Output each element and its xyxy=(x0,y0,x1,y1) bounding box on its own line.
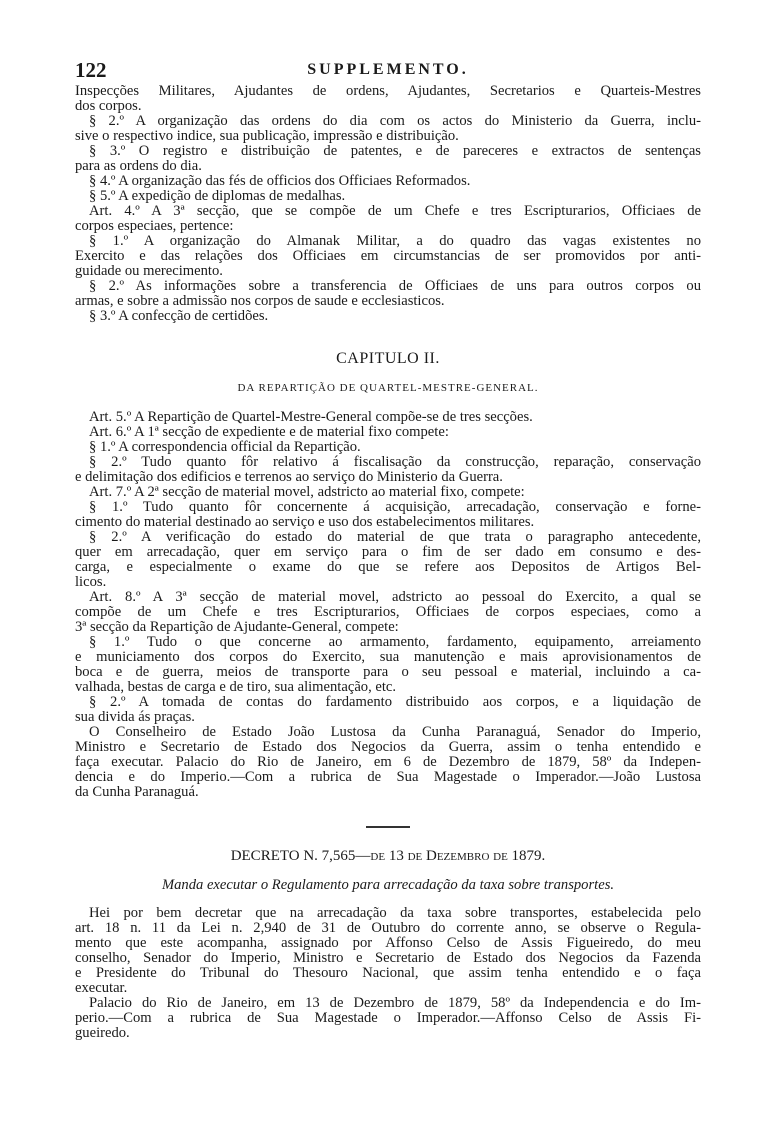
paragraph xyxy=(75,635,701,695)
text-line: § 2.º Tudo quanto fôr relativo á fiscalisação da construcção, reparação, conservação xyxy=(89,454,701,470)
chapter-subtitle: DA REPARTIÇÃO DE QUARTEL-MESTRE-GENERAL. xyxy=(237,382,539,394)
text-line: § 2.º As informações sobre a transferencia de Officiaes de uns para outros corpos ou xyxy=(89,278,701,294)
page-header xyxy=(75,58,701,84)
text-line: Art. 6.º A 1ª secção de expediente e de material fixo compete: xyxy=(89,424,449,440)
decree-summary: Manda executar o Regulamento para arrecadação da taxa sobre transportes. xyxy=(161,877,615,893)
section-continued-articles xyxy=(75,84,701,324)
section-divider xyxy=(366,826,410,828)
text-line: mento que este acompanha, assignado por Affonso Celso de Assis Figueiredo, do meu xyxy=(75,935,701,951)
text-line: § 3.º A confecção de certidões. xyxy=(89,308,269,324)
text-line: § 4.º A organização das fés de officios dos Officiaes Reformados. xyxy=(89,173,471,189)
paragraph xyxy=(75,114,701,144)
text-line: compõe de um Chefe e tres Escripturarios, Officiaes de corpos especiaes, como a xyxy=(75,604,701,620)
paragraph xyxy=(75,425,701,440)
decree-number: DECRETO N. 7,565— xyxy=(230,848,371,864)
paragraph xyxy=(75,485,701,500)
text-line: Hei por bem decretar que na arrecadação da taxa sobre transportes, estabelecida pelo xyxy=(89,905,701,921)
paragraph xyxy=(75,204,701,234)
text-line: faça executar. Palacio do Rio de Janeiro, em 6 de Dezembro de 1879, 58º da Indepen- xyxy=(75,754,701,770)
section-chapter-two-articles xyxy=(75,410,701,800)
paragraph xyxy=(75,410,701,425)
text-line: armas, e sobre a admissão nos corpos de saude e ecclesiasticos. xyxy=(75,293,445,309)
paragraph xyxy=(75,455,701,485)
decree-title xyxy=(75,848,701,865)
text-line: quer em arrecadação, quer em serviço para o fim de ser dado em consumo e des- xyxy=(75,544,701,560)
text-line: Art. 8.º A 3ª secção de material movel, adstricto ao pessoal do Exercito, a qual se xyxy=(89,589,701,605)
chapter-title: CAPITULO II. xyxy=(336,350,440,367)
text-line: § 1.º Tudo o que concerne ao armamento, fardamento, equipamento, arreiamento xyxy=(89,634,701,650)
text-line: 3ª secção da Repartição de Ajudante-General, compete: xyxy=(75,619,399,635)
text-line: perio.—Com a rubrica de Sua Magestade o Imperador.—Affonso Celso de Assis Fi- xyxy=(75,1010,701,1026)
paragraph xyxy=(75,144,701,174)
paragraph xyxy=(75,590,701,635)
text-line: O Conselheiro de Estado João Lustosa da Cunha Paranaguá, Senador do Imperio, xyxy=(89,724,701,740)
paragraph xyxy=(75,440,701,455)
text-line: Art. 4.º A 3ª secção, que se compõe de um Chefe e tres Escripturarios, Officiaes de xyxy=(89,203,701,219)
text-line: sive o respectivo indice, sua publicação, impressão e distribuição. xyxy=(75,128,459,144)
text-line: dencia e do Imperio.—Com a rubrica de Sua Magestade o Imperador.—João Lustosa xyxy=(75,769,701,785)
paragraph xyxy=(75,279,701,309)
text-line: carga, e especialmente o exame do que se refere aos Depositos de Artigos Bel- xyxy=(75,559,701,575)
text-line: para as ordens do dia. xyxy=(75,158,202,174)
text-line: § 1.º A correspondencia official da Repartição. xyxy=(89,439,361,455)
text-line: executar. xyxy=(75,980,128,996)
text-line: § 2.º A tomada de contas do fardamento distribuido aos corpos, e a liquidação de xyxy=(89,694,701,710)
text-line: Art. 5.º A Repartição de Quartel-Mestre-General compõe-se de tres secções. xyxy=(89,409,533,425)
paragraph xyxy=(75,500,701,530)
text-line: e delimitação dos edificios e terrenos ao serviço do Ministerio da Guerra. xyxy=(75,469,503,485)
text-line: § 3.º O registro e distribuição de patentes, e de pareceres e extractos de sentenças xyxy=(89,143,701,159)
text-line: licos. xyxy=(75,574,107,590)
text-line: da Cunha Paranaguá. xyxy=(75,784,199,800)
text-line: § 1.º A organização do Almanak Militar, a do quadro das vagas existentes no xyxy=(89,233,701,249)
text-line: guidade ou merecimento. xyxy=(75,263,223,279)
text-line: e Presidente do Tribunal do Thesouro Nacional, que assim tenha entendido e o faça xyxy=(75,965,701,981)
text-line: Exercito e das relações dos Officiaes em circumstancias de ser promovidos por anti- xyxy=(75,248,701,264)
text-line: cimento do material destinado ao serviço e uso dos estabelecimentos militares. xyxy=(75,514,535,530)
text-line: § 5.º A expedição de diplomas de medalhas. xyxy=(89,188,346,204)
text-line: Palacio do Rio de Janeiro, em 13 de Dezembro de 1879, 58º da Independencia e do Im- xyxy=(89,995,701,1011)
paragraph xyxy=(75,530,701,590)
text-line: e municiamento dos corpos do Exercito, sua manutenção e mais aprovisionamentos de xyxy=(75,649,701,665)
paragraph xyxy=(75,234,701,279)
paragraph xyxy=(75,84,701,114)
text-line: § 1.º Tudo quanto fôr concernente á acquisição, arrecadação, conservação e forne- xyxy=(89,499,701,515)
paragraph xyxy=(75,695,701,725)
text-line: conselho, Senador do Imperio, Ministro e Secretario de Estado dos Negocios da Fazenda xyxy=(75,950,701,966)
text-line: corpos especiaes, pertence: xyxy=(75,218,234,234)
text-line: § 2.º A verificação do estado do material de que trata o paragrapho antecedente, xyxy=(89,529,701,545)
text-line: sua divida ás praças. xyxy=(75,709,195,725)
paragraph xyxy=(75,309,701,324)
text-line: Ministro e Secretario de Estado dos Negocios da Guerra, assim o tenha entendido e xyxy=(75,739,701,755)
decree-date: de 13 de Dezembro de 1879. xyxy=(370,848,546,864)
text-line: art. 18 n. 11 da Lei n. 2,940 de 31 de Outubro do corrente anno, se observe o Regula- xyxy=(75,920,701,936)
text-line: valhada, bestas de carga e de tiro, sua alimentação, etc. xyxy=(75,679,397,695)
paragraph xyxy=(75,725,701,800)
text-line: gueiredo. xyxy=(75,1025,130,1041)
running-title: SUPPLEMENTO. xyxy=(307,61,469,78)
text-line: Art. 7.º A 2ª secção de material movel, adstricto ao material fixo, compete: xyxy=(89,484,525,500)
paragraph xyxy=(75,189,701,204)
paragraph xyxy=(75,996,701,1041)
decree-body xyxy=(75,906,701,1041)
document-page xyxy=(75,58,701,1041)
page-number: 122 xyxy=(75,58,107,82)
text-line: dos corpos. xyxy=(75,98,142,114)
text-line: Inspecções Militares, Ajudantes de ordens, Ajudantes, Secretarios e Quarteis-Mestres xyxy=(75,83,701,99)
text-line: boca e de guerra, meios de transporte para o seu pessoal e material, incluindo a ca- xyxy=(75,664,701,680)
text-line: § 2.º A organização das ordens do dia com os actos do Ministerio da Guerra, inclu- xyxy=(89,113,701,129)
paragraph xyxy=(75,906,701,996)
paragraph xyxy=(75,174,701,189)
